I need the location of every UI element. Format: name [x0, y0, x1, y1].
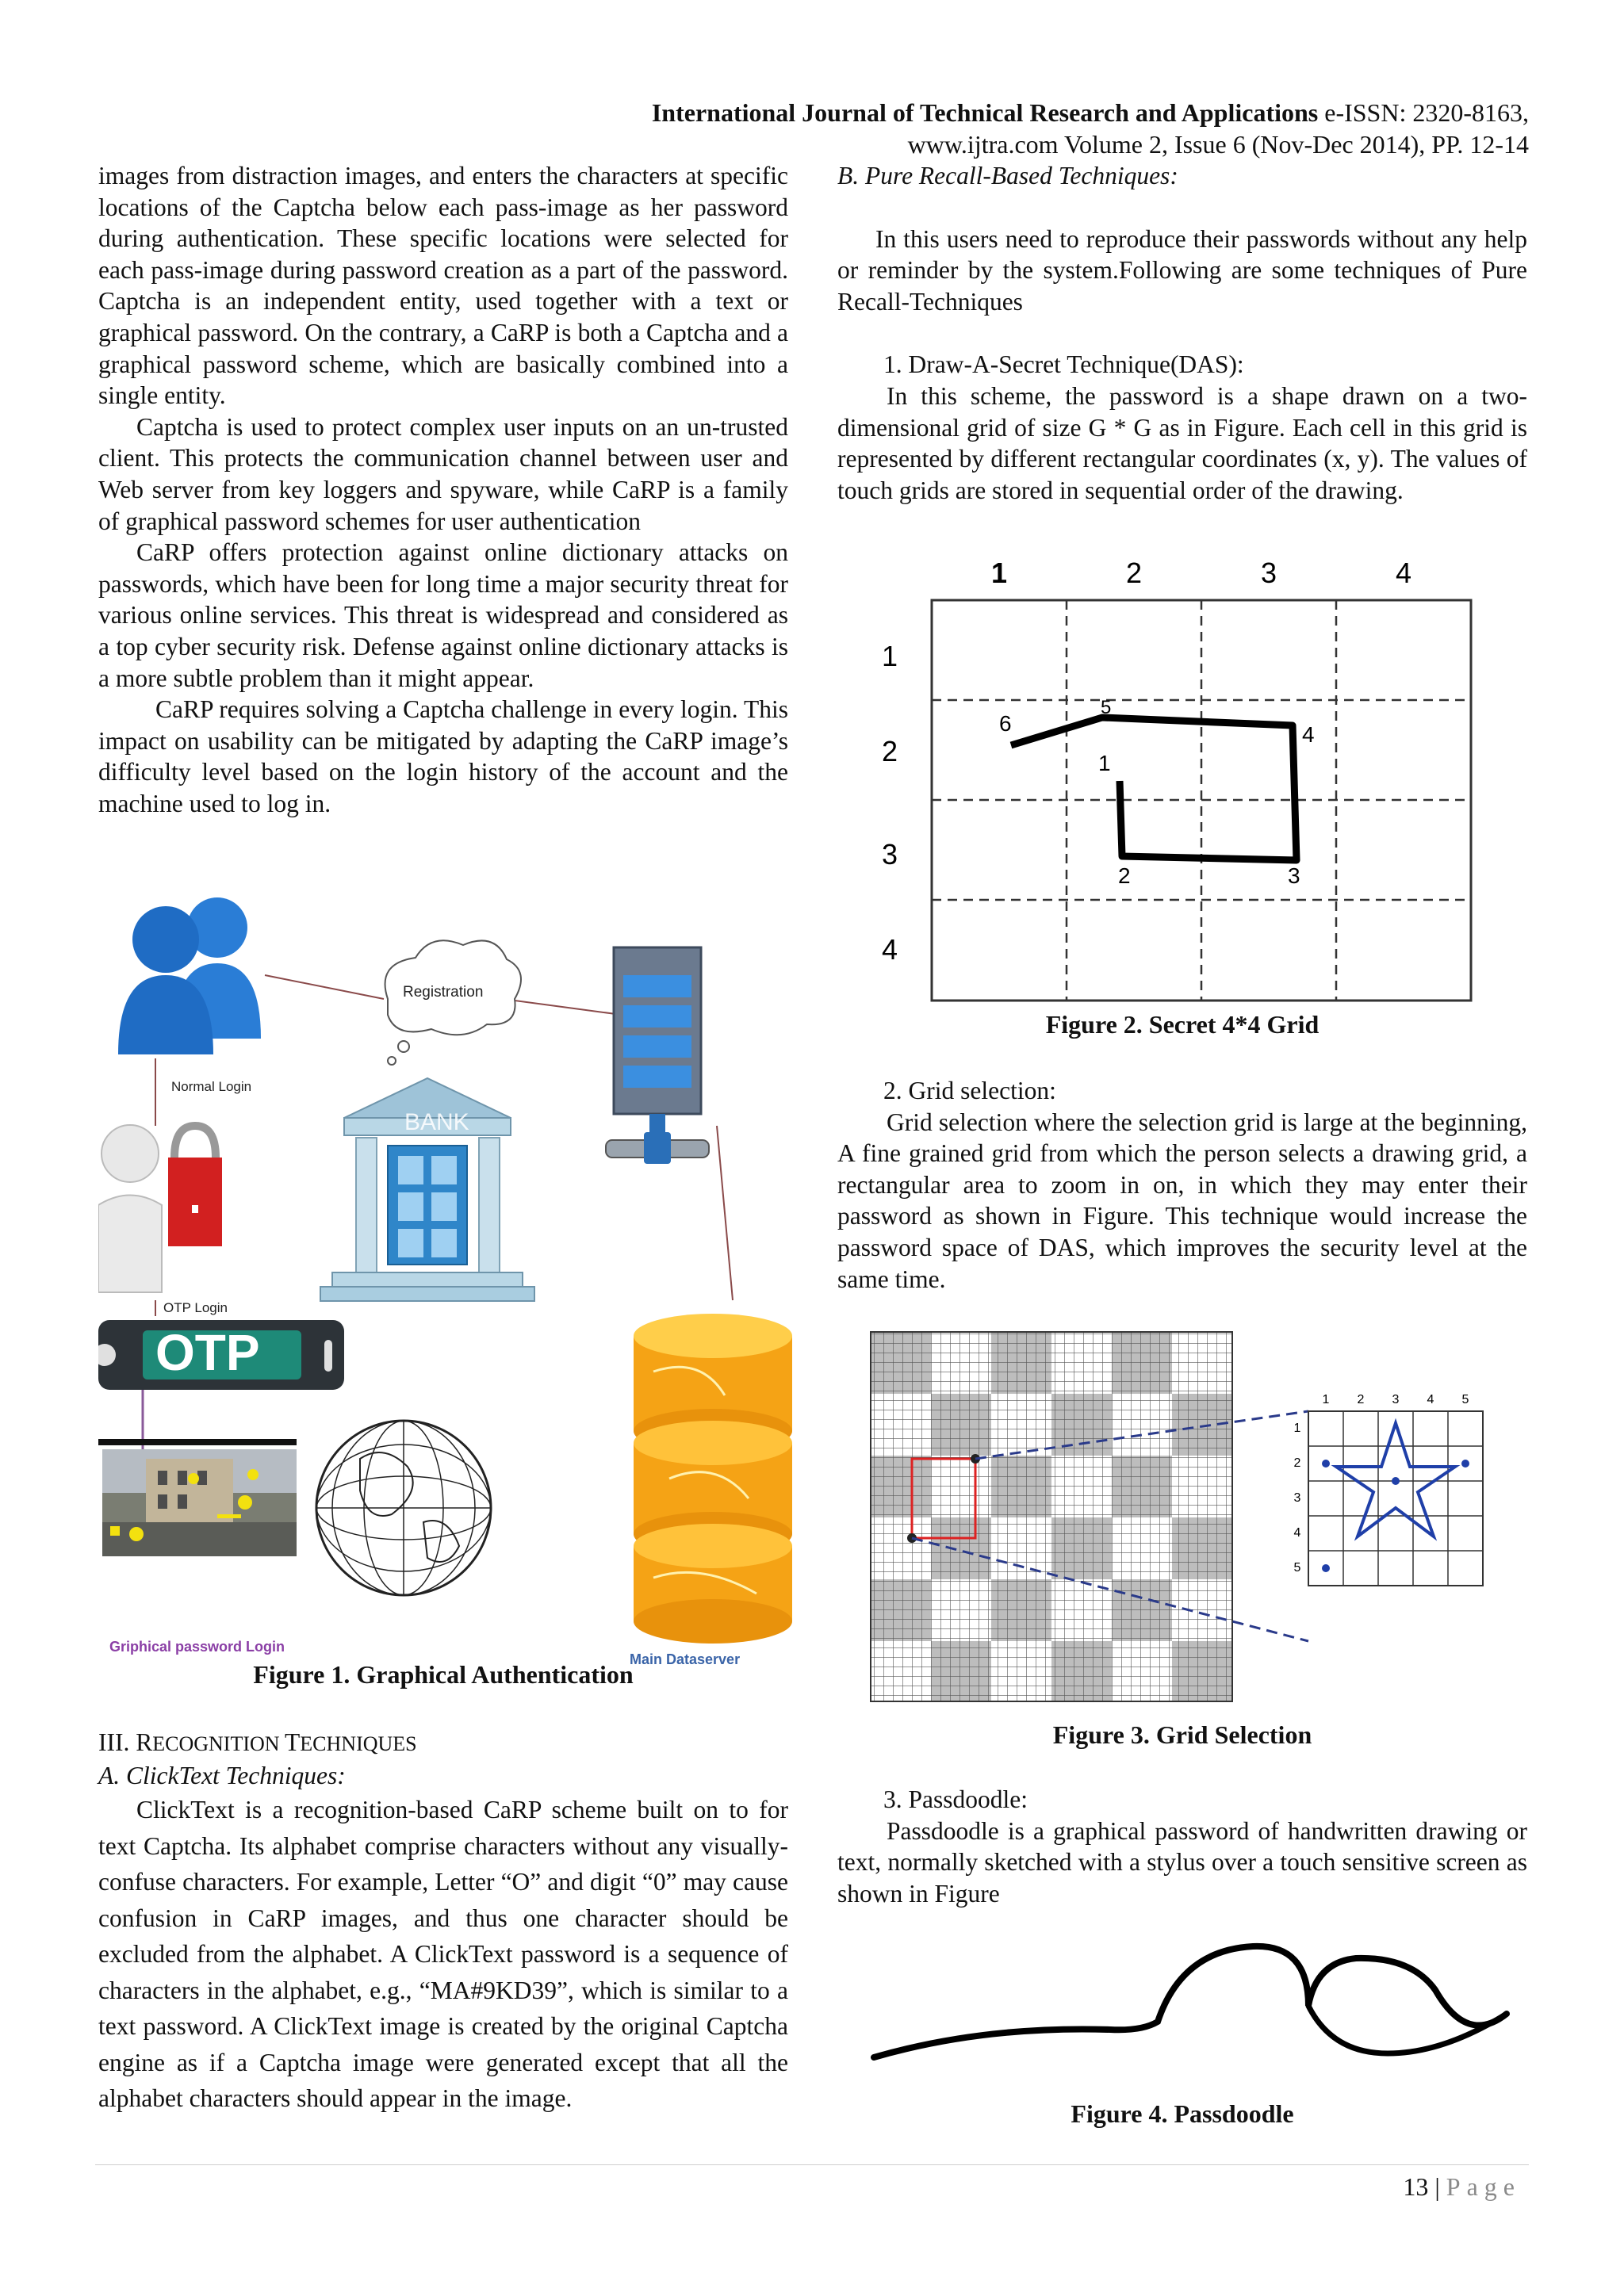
paragraph: Passdoodle is a graphical password of handwritten drawing or text, normally sketched with a stylus over a touch sensitive screen as shown in Figure [837, 1816, 1527, 1908]
grid-col-label: 3 [1260, 557, 1277, 589]
zoom-col-label: 3 [1392, 1393, 1400, 1406]
zoom-col-label: 5 [1461, 1393, 1469, 1406]
paragraph: Captcha is used to protect complex user inputs on an un-trusted client. This protects the communication channel between user and Web server from key loggers and spyware, while CaRP is a family of graphical password schemes for user authentication [98, 412, 788, 535]
figure-2-caption: Figure 2. Secret 4*4 Grid [1045, 1010, 1320, 1039]
section-number: III. R [98, 1728, 153, 1756]
list-item: 2. Grid selection: [883, 1077, 1056, 1104]
bank-label: BANK [404, 1109, 469, 1135]
page-label: Page [1446, 2172, 1521, 2201]
zoom-row-label: 1 [1293, 1422, 1301, 1435]
grid-row-label: 3 [881, 838, 898, 871]
stroke-point-label: 1 [1098, 751, 1111, 775]
zoom-row-label: 2 [1293, 1456, 1301, 1470]
zoom-col-label: 1 [1322, 1393, 1330, 1406]
right-column-middle [837, 1075, 1527, 1295]
subsection-heading: B. Pure Recall-Based Techniques: [837, 162, 1178, 189]
paragraph: ClickText is a recognition-based CaRP scheme built on to for text Captcha. Its alphabet comprise characters without any visually-confuse characters. For example, Letter “O” and digit “0” may cause confusion in CaRP images, and thus one character should be excluded from the alphabet. A ClickText password is a sequence of characters in the alphabet, e.g., “MA#9KD39”, which is similar to a text password. A ClickText image is created by the original Captcha engine as if a Captcha image were generated except that all the alphabet characters should appear in the image. [98, 1796, 788, 2112]
stroke-point-label: 3 [1288, 863, 1300, 888]
grid-col-label: 2 [1125, 557, 1143, 589]
section-heading [98, 1727, 788, 1760]
paragraph: CaRP requires solving a Captcha challenge in every login. This impact on usability can be mitigated by adapting the CaRP image’s difficulty level based on the login history of the account and the machine used to log in. [98, 695, 788, 817]
stroke-point-label: 6 [999, 711, 1012, 736]
zoom-row-label: 3 [1293, 1491, 1301, 1505]
left-column-top [98, 160, 788, 819]
journal-issn: e-ISSN: 2320-8163, [1318, 98, 1529, 127]
page-number-value: 13 [1403, 2172, 1429, 2201]
paragraph: Grid selection where the selection grid is large at the beginning, A fine grained grid from which the person selects a drawing grid, a rectangular area to zoom in on, in which they may enter their password as shown in Figure. This technique would increase the password space of DAS, which improves the security level at the same time. [837, 1108, 1527, 1293]
person-lock-icon [98, 1125, 222, 1292]
subsection-heading: A. ClickText Techniques: [98, 1762, 346, 1789]
doodle-stroke [1308, 2006, 1507, 2053]
zoom-row-label: 5 [1293, 1561, 1301, 1575]
left-column-bottom [98, 1727, 788, 2117]
grid-col-label: 4 [1395, 557, 1412, 589]
main-dataserver-label: Main Dataserver [630, 1651, 741, 1665]
zoom-row-label: 4 [1293, 1526, 1301, 1540]
right-column-top [837, 160, 1527, 506]
graphical-password-photo [98, 1439, 297, 1556]
grid-row-label: 2 [881, 735, 898, 767]
doodle-stroke [874, 1946, 1507, 2057]
paragraph: In this users need to reproduce their passwords without any help or reminder by the system.Following are some techniques of Pure Recall-Techniques [837, 224, 1527, 316]
globe-icon [316, 1421, 491, 1595]
figure-4-passdoodle [864, 1934, 1522, 2109]
otp-label: OTP [155, 1324, 260, 1381]
section-title-part: ECHNIQUES [300, 1732, 417, 1755]
journal-volume: www.ijtra.com Volume 2, Issue 6 (Nov-Dec 2014), PP. 12-14 [907, 130, 1529, 159]
stroke-point-label: 2 [1118, 863, 1131, 888]
grid-col-label: 1 [990, 557, 1008, 589]
list-item: 1. Draw-A-Secret Technique(DAS): [883, 350, 1244, 379]
spacer [837, 192, 1527, 224]
figure-4-caption: Figure 4. Passdoodle [1071, 2099, 1294, 2128]
zoom-col-label: 2 [1357, 1393, 1365, 1406]
paragraph: images from distraction images, and enters the characters at specific locations of the Captcha below each pass-image as her password during authentication. These specific locations were selected for each pass-image during password creation as a part of the password. Captcha is an independent entity, used together with a text or graphical password. On the contrary, a CaRP is both a Captcha and a graphical password scheme, which are basically combined into a single entity. [98, 162, 788, 410]
right-column-bottom [837, 1784, 1527, 1909]
section-title-part: T [285, 1728, 301, 1756]
figure-1-caption: Figure 1. Graphical Authentication [253, 1660, 634, 1689]
otp-login-label: OTP Login [163, 1300, 228, 1315]
connector-line [503, 999, 622, 1015]
graphical-login-label: Griphical password Login [109, 1639, 285, 1655]
spacer [837, 317, 1527, 349]
thought-cloud-icon [385, 940, 521, 1065]
users-icon [118, 897, 261, 1054]
database-icon [634, 1314, 792, 1644]
connector-line [265, 975, 384, 999]
stroke-point-label: 5 [1101, 697, 1112, 718]
journal-title: International Journal of Technical Research and Applications [651, 98, 1319, 127]
registration-label: Registration [403, 984, 484, 1001]
zoom-col-label: 4 [1427, 1393, 1434, 1406]
figure-1-graphical-authentication [98, 888, 812, 1665]
page-number-separator: | [1428, 2172, 1446, 2201]
list-item: 3. Passdoodle: [883, 1785, 1028, 1813]
paragraph: CaRP offers protection against online dictionary attacks on passwords, which have been for long time a major security threat for various online services. This threat is widespread and considered as a top cyber security risk. Defense against online dictionary attacks is a more subtle problem than it might appear. [98, 538, 788, 692]
figure-3-caption: Figure 3. Grid Selection [1052, 1720, 1312, 1749]
grid-row-label: 4 [881, 933, 898, 966]
paragraph: In this scheme, the password is a shape drawn on a two-dimensional grid of size G * G as in Figure. Each cell in this grid is represented by different rectangular coordinates (x, y). The values of touch grids are stored in sequential order of the drawing. [837, 381, 1527, 504]
section-title-part: ECOGNITION [152, 1732, 285, 1755]
page-number [1403, 2172, 1521, 2202]
figure-2-das-grid [864, 555, 1483, 1007]
figure-3-grid-selection [864, 1324, 1491, 1705]
server-icon [606, 947, 709, 1164]
normal-login-label: Normal Login [171, 1079, 252, 1094]
stroke-point-label: 4 [1302, 722, 1315, 747]
grid-row-label: 1 [881, 640, 898, 672]
footer-divider [95, 2164, 1529, 2165]
connector-line [717, 1126, 733, 1300]
page-header [652, 97, 1529, 160]
